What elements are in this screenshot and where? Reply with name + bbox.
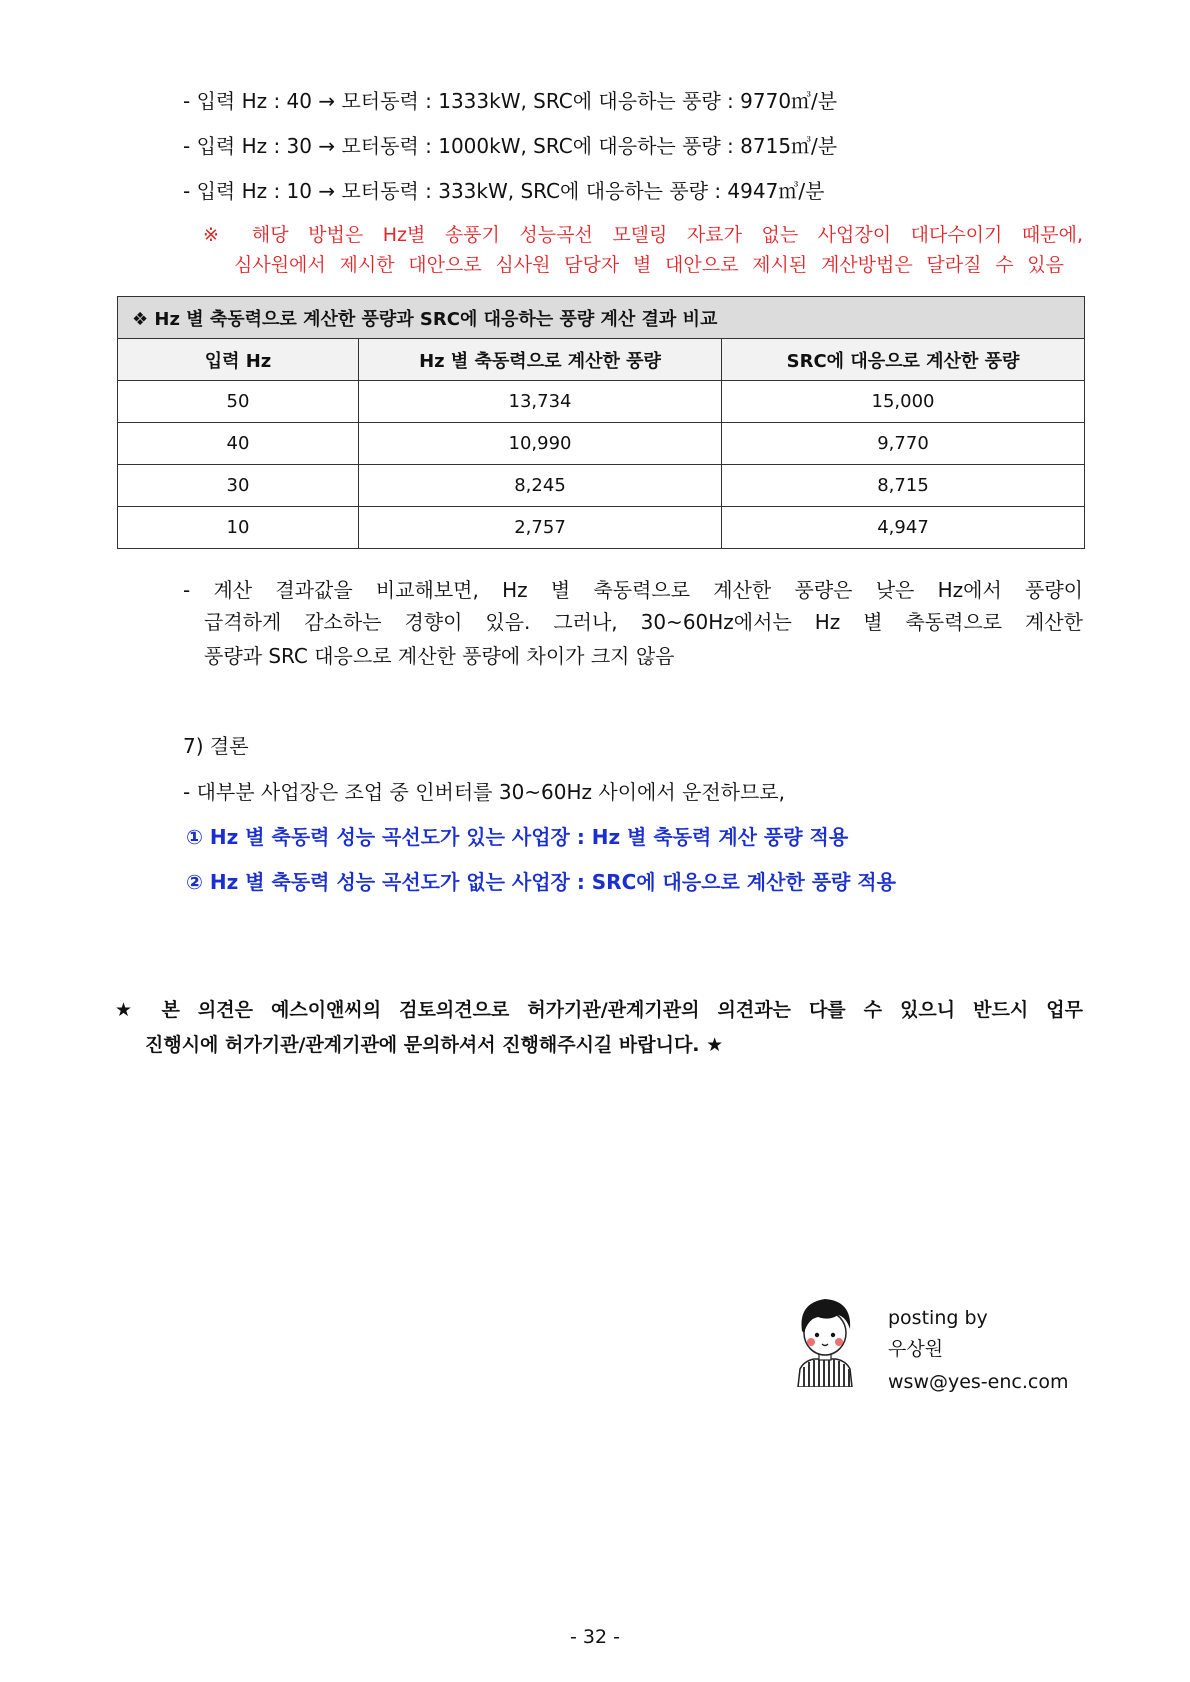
comparison-line-3: 풍량과 SRC 대응으로 계산한 풍량에 차이가 크지 않음 <box>204 644 675 668</box>
disclaimer-line-2: 진행시에 허가기관/관계기관에 문의하셔서 진행해주시길 바랍니다. ★ <box>145 1034 724 1056</box>
table-header: SRC에 대응으로 계산한 풍량 <box>722 339 1085 381</box>
table-cell: 15,000 <box>722 381 1085 423</box>
shirt-icon <box>798 1359 852 1387</box>
comparison-line-2: 급격하게 감소하는 경향이 있음. 그러나, 30~60Hz에서는 Hz 별 축동력으로 계산한 <box>204 610 1083 634</box>
table-cell: 50 <box>118 381 359 423</box>
table-cell: 8,245 <box>359 465 722 507</box>
table-row <box>118 381 1085 423</box>
page-number: - 32 - <box>570 1626 620 1648</box>
table-cell: 9,770 <box>722 423 1085 465</box>
conclusion-bullet: - 대부분 사업장은 조업 중 인버터를 30~60Hz 사이에서 운전하므로, <box>183 780 785 804</box>
table-cell: 8,715 <box>722 465 1085 507</box>
table-row <box>118 465 1085 507</box>
author-name: 우상원 <box>888 1338 944 1360</box>
table-header: Hz 별 축동력으로 계산한 풍량 <box>359 339 722 381</box>
comparison-line-1: - 계산 결과값을 비교해보면, Hz 별 축동력으로 계산한 풍량은 낮은 Hz에서 풍량이 <box>183 578 1083 602</box>
author-avatar <box>790 1295 860 1387</box>
table-cell: 13,734 <box>359 381 722 423</box>
table-cell: 2,757 <box>359 507 722 549</box>
comparison-table <box>117 296 1085 549</box>
author-email: wsw@yes-enc.com <box>888 1371 1069 1393</box>
table-row <box>118 507 1085 549</box>
note-line-1: ※ 해당 방법은 Hz별 송풍기 성능곡선 모델링 자료가 없는 사업장이 대다수이기 때문에, <box>203 224 1083 246</box>
conclusion-item-1: ① Hz 별 축동력 성능 곡선도가 있는 사업장 : Hz 별 축동력 계산 풍량 적용 <box>186 825 849 849</box>
table-row <box>118 423 1085 465</box>
disclaimer-line-1: ★ 본 의견은 예스이앤씨의 검토의견으로 허가기관/관계기관의 의견과는 다를 수 있으니 반드시 업무 <box>115 999 1083 1021</box>
conclusion-item-2: ② Hz 별 축동력 성능 곡선도가 없는 사업장 : SRC에 대응으로 계산한 풍량 적용 <box>186 870 896 894</box>
table-cell: 4,947 <box>722 507 1085 549</box>
bullet-40hz: - 입력 Hz : 40 → 모터동력 : 1333kW, SRC에 대응하는 풍량 : 9770㎥/분 <box>183 89 838 113</box>
table-cell: 10 <box>118 507 359 549</box>
conclusion-heading: 7) 결론 <box>183 734 249 758</box>
table-title: ❖ Hz 별 축동력으로 계산한 풍량과 SRC에 대응하는 풍량 계산 결과 비교 <box>118 297 1085 339</box>
table-cell: 40 <box>118 423 359 465</box>
table-cell: 30 <box>118 465 359 507</box>
note-line-2: 심사원에서 제시한 대안으로 심사원 담당자 별 대안으로 제시된 계산방법은 달라질 수 있음 <box>234 254 1064 276</box>
table-cell: 10,990 <box>359 423 722 465</box>
table-header: 입력 Hz <box>118 339 359 381</box>
author-posting-label: posting by <box>888 1307 988 1329</box>
bullet-30hz: - 입력 Hz : 30 → 모터동력 : 1000kW, SRC에 대응하는 풍량 : 8715㎥/분 <box>183 134 838 158</box>
bullet-10hz: - 입력 Hz : 10 → 모터동력 : 333kW, SRC에 대응하는 풍량 : 4947㎥/분 <box>183 179 825 203</box>
